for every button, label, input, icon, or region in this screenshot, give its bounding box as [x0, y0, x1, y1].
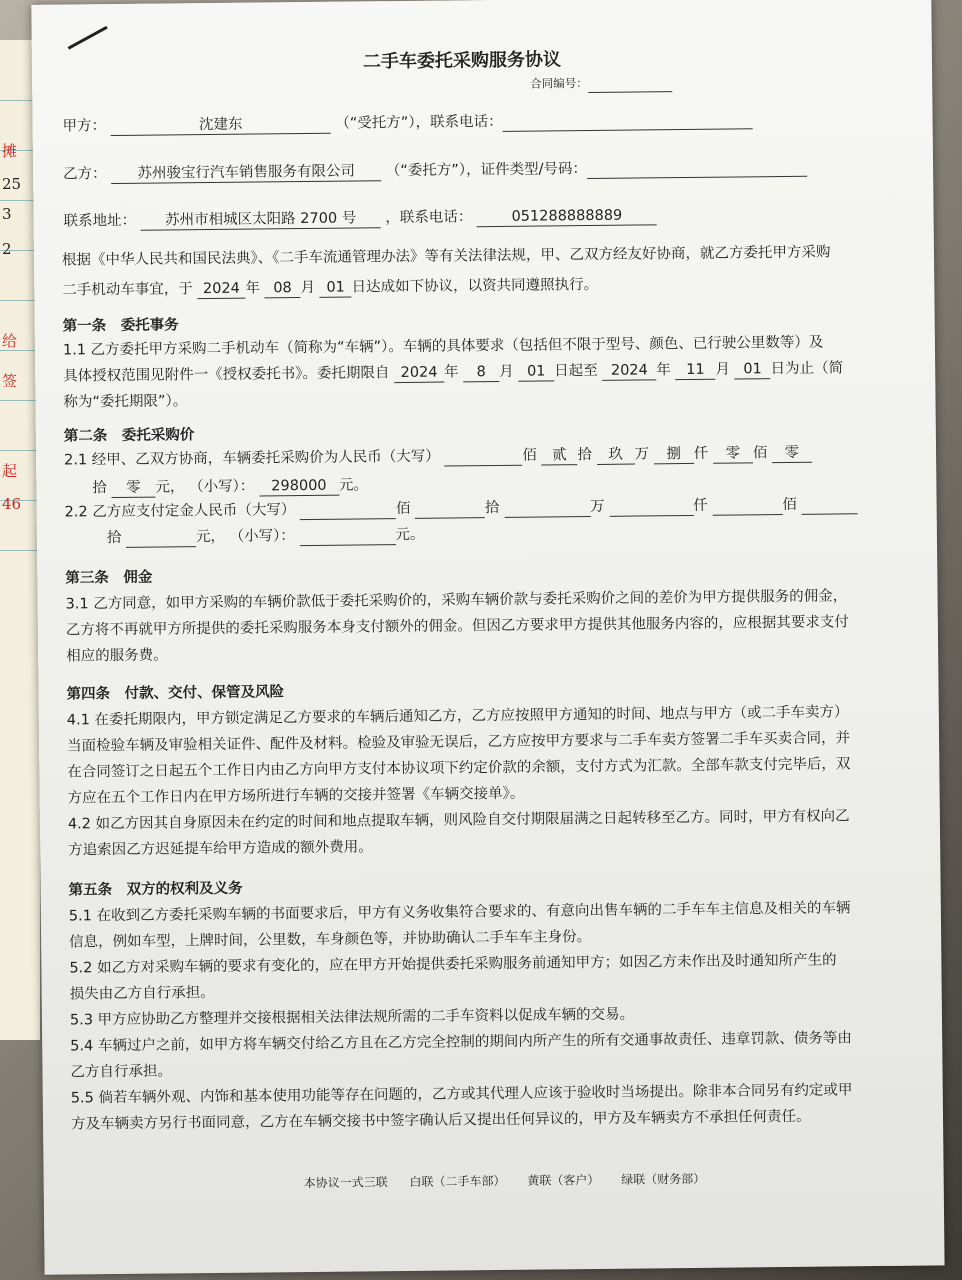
- side-mark: 25: [2, 175, 22, 193]
- a2-price-line: 2.1 经甲、乙双方协商，车辆委托采购价为人民币（大写） 佰 贰 拾 玖 万 捌 仟 零 佰 零: [64, 443, 812, 471]
- article-2-title: 第二条 委托采购价: [63, 427, 195, 445]
- address-row: 联系地址： 苏州市相城区太阳路 2700 号 ，联系电话： 051288888889: [63, 205, 657, 231]
- a4-line: 方应在五个工作日内在甲方场所进行车辆的交接并签署《车辆交接单》。: [67, 785, 525, 807]
- a3-line: 相应的服务费。: [66, 647, 168, 665]
- side-mark: 摊: [2, 142, 18, 160]
- a3-line: 3.1 乙方同意，如甲方采购的车辆价款低于委托采购价的，采购车辆价款与委托采购价之间的差价为甲方提供服务的佣金，: [65, 588, 848, 613]
- side-mark: 起: [2, 462, 18, 480]
- intro-line-1: 根据《中华人民共和国民法典》、《二手车流通管理办法》等有关法律法规，甲、乙双方经友好协商，就乙方委托甲方采购: [61, 244, 831, 269]
- article-5-title: 第五条 双方的权利及义务: [68, 880, 243, 899]
- a5-line: 5.5 倘若车辆外观、内饰和基本使用功能等存在问题的，乙方或其代理人应该于验收时当场提出。除非本合同另有约定或甲: [70, 1082, 853, 1107]
- a5-line: 5.2 如乙方对采购车辆的要求有变化的，应在甲方开始提供委托采购服务前通知甲方；如因乙方未作出及时通知所产生的: [69, 952, 837, 977]
- side-mark: 给: [2, 332, 18, 350]
- a4-line: 方追索因乙方迟延提车给甲方造成的额外费用。: [68, 839, 373, 859]
- party-a-row: 甲方： 沈建东 （“受托方”），联系电话：: [62, 109, 752, 136]
- a5-line: 方及车辆卖方另行书面同意，乙方在车辆交接书中签字确认后又提出任何异议的，甲方及车辆卖方不承担任何责任。: [70, 1108, 811, 1133]
- a4-line: 4.1 在委托期限内，甲方锁定满足乙方要求的车辆后通知乙方，乙方应按照甲方通知的时间、地点与甲方（或二手车卖方）: [66, 704, 849, 729]
- article-3-title: 第三条 佣金: [65, 569, 153, 587]
- article-1-title: 第一条 委托事务: [62, 317, 179, 335]
- a5-line: 信息，例如车型，上牌时间，公里数，车身颜色等，并协助确认二手车车主身份。: [69, 929, 592, 951]
- side-mark: 46: [2, 495, 22, 513]
- a5-line: 乙方自行承担。: [70, 1063, 173, 1081]
- party-b-row: 乙方： 苏州骏宝行汽车销售服务有限公司 （“委托方”），证件类型/号码：: [63, 157, 807, 185]
- intro-line-2: 二手机动车事宜，于 2024 年 08 月 01 日达成如下协议，以资共同遵照执行。: [62, 276, 599, 299]
- address-value: 苏州市相城区太阳路 2700 号: [141, 209, 381, 231]
- footer-copies: 本协议一式三联 白联（二手车部） 黄联（客户） 绿联（财务部）: [303, 1171, 706, 1191]
- a1-line: 称为“委托期限”）。: [63, 393, 188, 411]
- side-mark: 2: [2, 240, 12, 258]
- side-mark: 签: [2, 372, 18, 390]
- a2-deposit-line: 2.2 乙方应支付定金人民币（大写） 佰 拾 万 仟 佰: [65, 494, 858, 522]
- party-b-name: 苏州骏宝行汽车销售服务有限公司: [111, 162, 381, 184]
- a5-line: 5.3 甲方应协助乙方整理并交接根据相关法律法规所需的二手车资料以促成车辆的交易。: [69, 1006, 635, 1029]
- contract-page: [31, 0, 944, 1275]
- a4-line: 在合同签订之日起五个工作日内由乙方向甲方支付本协议项下约定价款的余额，支付方式为汇款。全部车款支付完毕后，双: [67, 756, 851, 781]
- a1-line: 1.1 乙方委托甲方采购二手机动车（简称为“车辆”）。车辆的具体要求（包括但不限于型号、颜色、已行驶公里数等）及: [62, 334, 824, 359]
- pen-mark: [68, 26, 108, 50]
- phone-value: 051288888889: [477, 206, 657, 227]
- a2-price-line-2: 拾 零 元， （小写）： 298000 元。: [92, 477, 369, 497]
- a3-line: 乙方将不再就甲方所提供的委托采购服务本身支付额外的佣金。但因乙方要求甲方提供其他服务内容的，应根据其要求支付: [65, 614, 849, 639]
- a5-line: 损失由乙方自行承担。: [69, 984, 215, 1003]
- a4-line: 当面检验车辆及审验相关证件、配件及材料。检验及审验无误后，乙方应按甲方要求与二手车卖方签署二手车买卖合同，并: [67, 730, 851, 755]
- a5-line: 5.4 车辆过户之前，如甲方将车辆交付给乙方且在乙方完全控制的期间内所产生的所有交通事故责任、违章罚款、债务等由: [70, 1030, 852, 1055]
- contract-number: 合同编号：: [530, 72, 672, 93]
- side-mark: 3: [2, 205, 12, 223]
- a1-line: 具体授权范围见附件一《授权委托书》。委托期限自 2024 年 8 月 01 日起至 2024 年 11 月 01 日为止（简: [63, 360, 844, 385]
- party-a-name: 沈建东: [111, 115, 331, 136]
- a2-deposit-line-2: 拾 元， （小写）： 元。: [106, 526, 425, 547]
- a5-line: 5.1 在收到乙方委托采购车辆的书面要求后，甲方有义务收集符合要求的、有意向出售车辆的二手车车主信息及相关的车辆: [68, 900, 851, 925]
- article-4-title: 第四条 付款、交付、保管及风险: [66, 684, 285, 703]
- a4-line: 4.2 如乙方因其自身原因未在约定的时间和地点提取车辆，则风险自交付期限届满之日起转移至乙方。同时，甲方有权向乙: [67, 808, 850, 833]
- document-title: 二手车委托采购服务协议: [362, 49, 562, 73]
